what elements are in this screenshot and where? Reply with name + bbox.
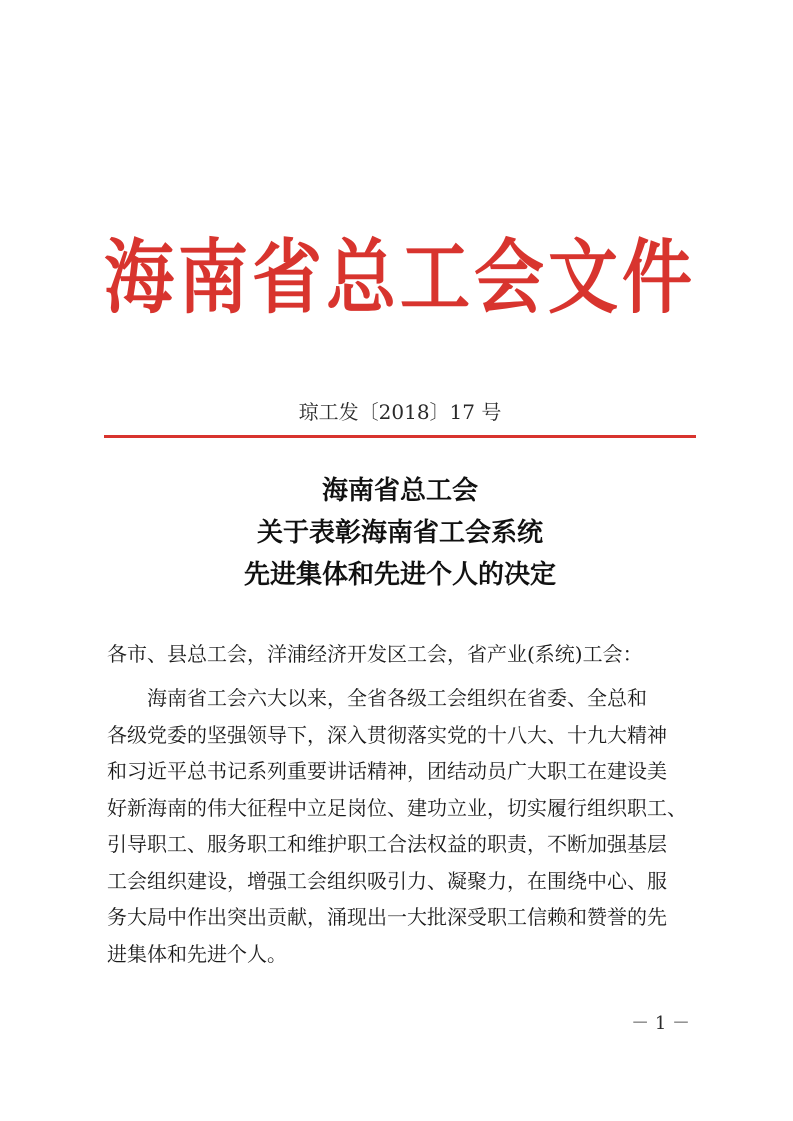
document-number: 琼工发〔2018〕17 号 xyxy=(298,400,502,424)
body-line: 和习近平总书记系列重要讲话精神，团结动员广大职工在建设美 xyxy=(107,759,667,783)
body-line: 进集体和先进个人。 xyxy=(107,941,287,966)
body-line: 海南省工会六大以来，全省各级工会组织在省委、全总和 xyxy=(147,686,647,710)
body-line: 务大局中作出突出贡献，涌现出一大批深受职工信赖和赞誉的先 xyxy=(107,905,667,929)
body-line: 引导职工、服务职工和维护职工合法权益的职责，不断加强基层 xyxy=(107,832,667,856)
title-line-3: 先进集体和先进个人的决定 xyxy=(243,560,556,590)
title-line-1: 海南省总工会 xyxy=(321,476,478,506)
document-title xyxy=(100,470,700,596)
body-line: 各级党委的坚强领导下，深入贯彻落实党的十八大、十九大精神 xyxy=(107,722,667,747)
salutation: 各市、县总工会，洋浦经济开发区工会，省产业(系统)工会： xyxy=(107,642,643,666)
document-masthead: 海南省总工会文件 xyxy=(104,230,696,326)
body-line: 好新海南的伟大征程中立足岗位、建功立业，切实履行组织职工、 xyxy=(107,795,687,820)
body-line: 工会组织建设，增强工会组织吸引力、凝聚力，在围绕中心、服 xyxy=(107,868,667,893)
page-number: － 1 － xyxy=(631,1013,690,1034)
body-paragraph xyxy=(107,680,697,972)
red-divider-line xyxy=(104,435,696,438)
title-line-2: 关于表彰海南省工会系统 xyxy=(256,518,543,548)
